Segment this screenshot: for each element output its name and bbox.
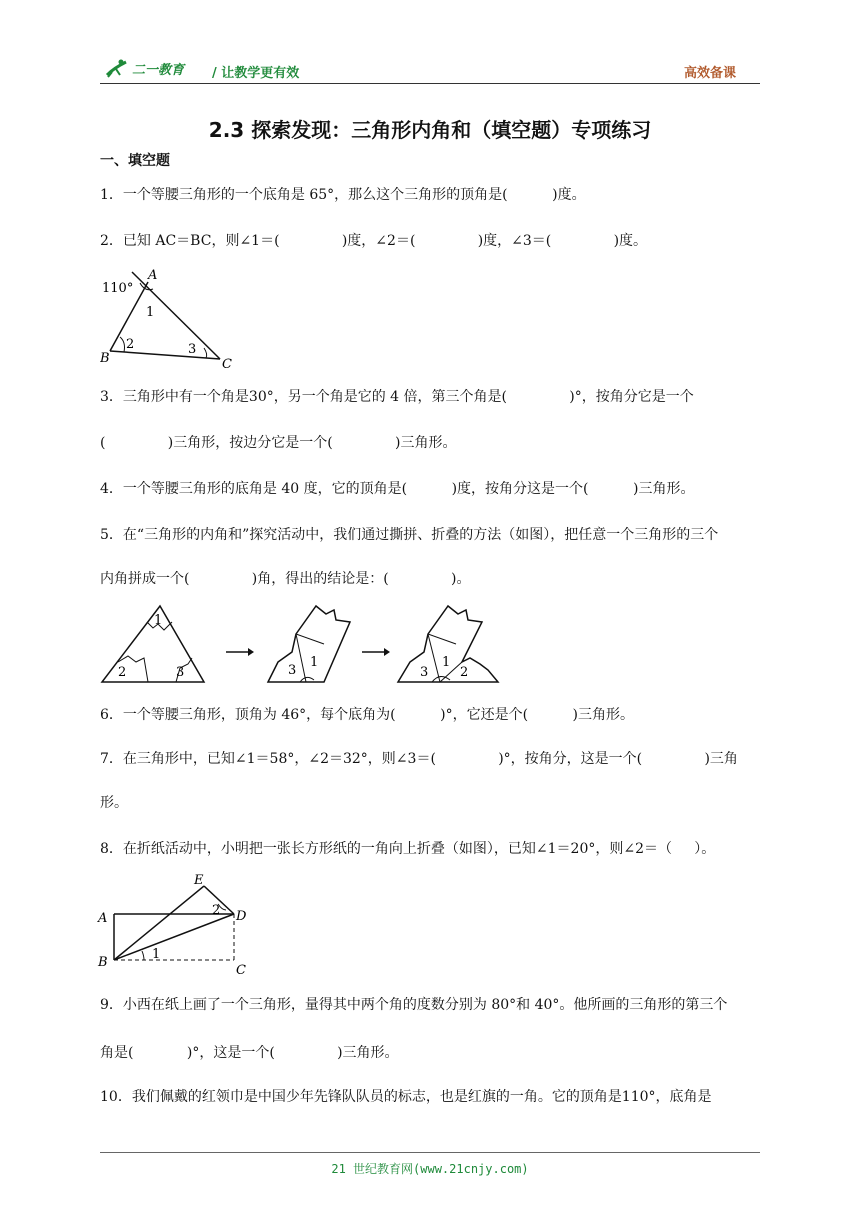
piece-number-2c: 2 [460,665,469,680]
angle-label-110: 110° [102,281,134,296]
vertex-label-a: A [148,268,158,283]
page-footer: 21 世纪教育网(www.21cnjy.com) [331,1162,529,1176]
header-slogan: / 让教学更有效 [212,66,300,81]
vertex-label-b: B [100,351,110,366]
piece-number-1b: 1 [310,655,319,670]
question-10: 10．我们佩戴的红领巾是中国少年先锋队队员的标志，也是红旗的一角。它的顶角是110°，底角是 [100,1089,712,1105]
question-3-line-1: 3．三角形中有一个角是30°，另一个角是它的 4 倍，第三个角是( )°，按角分它是一个 [100,389,694,405]
piece-number-3c: 3 [420,665,429,680]
question-3-line-2: ( )三角形，按边分它是一个( )三角形。 [100,435,457,451]
piece-number-3b: 3 [288,663,297,678]
page-title: 2.3 探索发现：三角形内角和（填空题）专项练习 [208,118,652,142]
angle-number-2-q8: 2 [212,903,221,918]
question-1: 1．一个等腰三角形的一个底角是 65°，那么这个三角形的顶角是( )度。 [100,187,586,203]
question-4: 4．一个等腰三角形的底角是 40 度，它的顶角是( )度，按角分这是一个( )三角形。 [100,481,695,497]
question-9-line-1: 9．小西在纸上画了一个三角形，量得其中两个角的度数分别为 80°和 40°。他所画的三角形的第三个 [100,997,728,1013]
vertex-label-d: D [236,909,247,924]
page-header [100,58,760,84]
piece-number-2: 2 [118,665,127,680]
angle-number-2: 2 [126,337,135,352]
figure-q8-folded-rectangle [96,870,256,978]
question-2: 2．已知 AC＝BC，则∠1＝( )度，∠2＝( )度，∠3＝( )度。 [100,233,648,249]
logo-text: 二一教育 [132,62,185,78]
vertex-label-c: C [222,357,232,370]
piece-number-3: 3 [176,665,185,680]
angle-number-3: 3 [188,342,197,357]
runner-logo-icon [104,58,130,78]
piece-number-1c: 1 [442,655,451,670]
header-right-label: 高效备课 [683,66,736,81]
vertex-label-c8: C [236,963,246,978]
figure-q2-triangle [100,262,250,370]
section-heading: 一、填空题 [100,153,170,169]
piece-number-1: 1 [154,613,163,628]
figure-q5-angle-puzzle [100,600,510,686]
vertex-label-b8: B [98,955,108,970]
angle-number-1: 1 [146,305,155,320]
footer-divider [100,1152,760,1153]
question-7-line-1: 7．在三角形中，已知∠1＝58°，∠2＝32°，则∠3＝( )°，按角分，这是一个( )三角 [100,751,738,767]
vertex-label-a8: A [98,911,108,926]
question-5-line-1: 5．在“三角形的内角和”探究活动中，我们通过撕拼、折叠的方法（如图），把任意一个三角形的三个 [100,527,719,543]
question-5-line-2: 内角拼成一个( )角，得出的结论是：( )。 [100,571,471,587]
header-divider [100,83,760,84]
question-7-line-2: 形。 [100,795,128,811]
vertex-label-e: E [194,873,204,888]
question-9-line-2: 角是( )°，这是一个( )三角形。 [100,1045,399,1061]
question-8: 8．在折纸活动中，小明把一张长方形纸的一角向上折叠（如图），已知∠1＝20°，则∠2＝（ ）。 [100,841,716,857]
angle-number-1-q8: 1 [152,947,161,962]
logo [104,58,184,78]
question-6: 6．一个等腰三角形，顶角为 46°，每个底角为( )°，它还是个( )三角形。 [100,707,635,723]
